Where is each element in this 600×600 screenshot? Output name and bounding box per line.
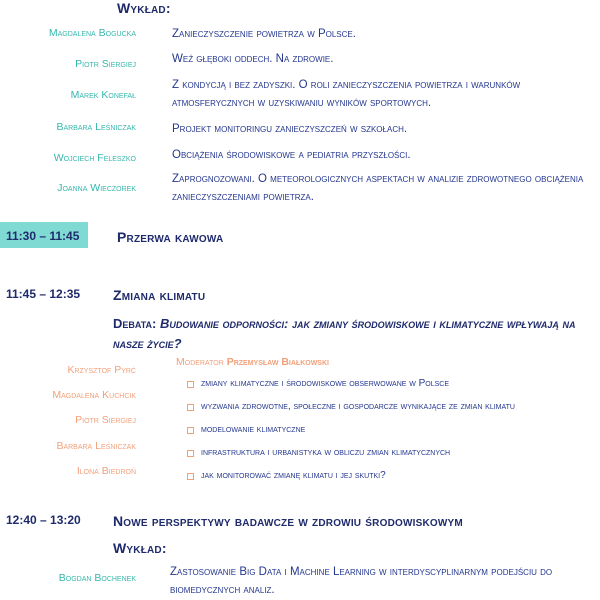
moderator-name: Przemysław Białkowski [226,356,329,368]
session-title: Nowe perspektywy badawcze w zdrowiu środowiskowym [113,513,463,529]
panelist-name: Barbara Leśniczak [56,440,136,452]
break-time: 11:30 – 11:45 [6,229,80,243]
list-item: zmiany klimatyczne i środowiskowe obserwowane w Polsce [183,376,598,399]
speaker-name: Joanna Wieczorek [57,182,136,194]
speaker-name: Magdalena Bogucka [48,27,136,39]
session-time: 12:40 – 13:20 [6,513,81,527]
talk-title: Zanieczyszczenie powietrza w Polsce. [172,28,356,40]
list-item: modelowanie klimatyczne [183,422,598,445]
speaker-name: Wojciech Feleszko [53,152,136,164]
speaker-name: Piotr Siergiej [75,58,136,70]
square-bullet-icon [187,427,194,434]
speaker-name: Bogdan Bochenek [58,572,136,584]
square-bullet-icon [187,404,194,411]
list-item: jak monitorować zmianę klimatu i jej skutki? [183,468,598,491]
lecture-heading: Wykład: [113,540,167,556]
topic-list [183,376,598,491]
square-bullet-icon [187,473,194,480]
square-bullet-icon [187,450,194,457]
moderator-line [176,356,329,368]
debate-prefix: Debata: [113,316,160,331]
square-bullet-icon [187,381,194,388]
debate-heading [113,314,593,354]
panelist-name: Magdalena Kuchcik [52,389,136,401]
talk-title: Zastosowanie Big Data i Machine Learning w interdyscyplinarnym podejściu do biomedycznych analiz. [170,566,553,596]
list-item: wyzwania zdrowotne, społeczne i gospodarcze wynikające ze zmian klimatu [183,399,598,422]
talk-title: Projekt monitoringu zanieczyszczeń w szkołach. [172,123,408,135]
talk-title: Zaprognozowani. O meteorologicznych aspektach w analizie zdrowotnego obciążenia zanieczyszczeniami powietrza. [172,173,584,203]
panelist-name: Krzysztof Pyrć [67,364,136,376]
talk-title: Z kondycją i bez zadyszki. O roli zanieczyszczenia powietrza i warunków atmosferycznych w uzyskiwaniu wyników sportowych. [172,79,521,109]
talk-title: Obciążenia środowiskowe a pediatria przyszłości. [172,149,411,161]
speaker-name: Marek Konefał [70,89,136,101]
panelist-name: Piotr Siergiej [75,414,136,426]
session-title: Zmiana klimatu [113,287,206,303]
talk-title: Weź głęboki oddech. Na zdrowie. [172,53,334,65]
break-title: Przerwa kawowa [117,229,224,245]
speaker-name: Barbara Leśniczak [56,121,136,133]
panelist-name: Ilona Biedroń [76,465,136,477]
lecture-heading: Wykład: [117,0,171,16]
list-item: infrastruktura i urbanistyka w obliczu zmian klimatycznych [183,445,598,468]
debate-title: Budowanie odporności: jak zmiany środowiskowe i klimatyczne wpływają na nasze życie? [113,316,576,351]
moderator-label: Moderator [176,356,224,368]
session-time: 11:45 – 12:35 [6,287,81,301]
